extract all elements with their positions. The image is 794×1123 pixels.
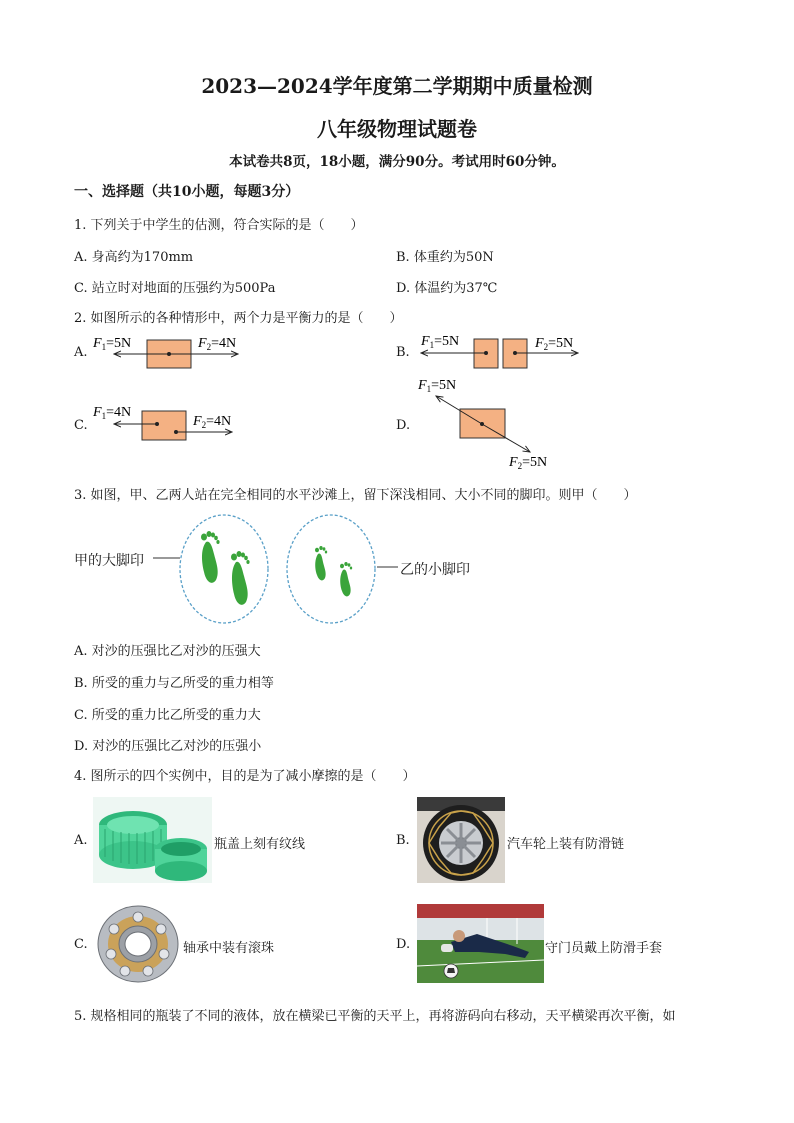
svg-text:F1=4N	[92, 405, 131, 421]
question-5-stem: 5. 规格相同的瓶装了不同的液体，放在横梁已平衡的天平上，再将游码向右移动，天平横梁再次平衡，如	[74, 1009, 676, 1024]
force-label-f2-d: F	[509, 455, 518, 470]
small-footprint-circle	[287, 515, 375, 623]
force-value-c2: =4N	[206, 414, 232, 429]
q1-option-c: C. 站立时对地面的压强约为500Pa	[74, 281, 276, 296]
force-label-f1-a: F	[93, 336, 102, 351]
q2-force-diagrams	[0, 0, 794, 480]
q2-diagram-d	[417, 378, 547, 471]
ball-bearing-image	[92, 898, 182, 986]
force-sub-2-d: 2	[517, 461, 523, 471]
footprint-label-small: 乙的小脚印	[400, 562, 470, 578]
q3-option-d: D. 对沙的压强比乙对沙的压强小	[74, 739, 262, 754]
svg-text:F1=5N	[420, 334, 459, 350]
section-heading: 一、选择题（共10小题，每题3分）	[74, 184, 300, 200]
question-3-stem: 3. 如图，甲、乙两人站在完全相同的水平沙滩上，留下深浅相同、大小不同的脚印。则甲（ ）	[74, 488, 637, 503]
q2-option-a: A.	[74, 345, 88, 360]
q2-diagram-a	[92, 336, 238, 368]
q1-option-d: D. 体温约为37℃	[396, 281, 498, 296]
q2-option-d: D.	[396, 418, 411, 433]
force-label-f1-b: F	[421, 334, 430, 349]
svg-text:F1=5N	[417, 378, 456, 394]
force-sub-2-c: 2	[201, 420, 207, 430]
force-value-a2: =4N	[211, 336, 237, 351]
q4-option-c-letter: C.	[74, 937, 88, 952]
big-footprint-circle	[180, 515, 268, 623]
q1-option-a: A. 身高约为170mm	[74, 250, 194, 265]
force-value-a1: =5N	[106, 336, 132, 351]
q4-option-b-letter: B.	[396, 833, 410, 848]
exam-subtitle: 八年级物理试题卷	[317, 117, 477, 141]
q3-option-a: A. 对沙的压强比乙对沙的压强大	[74, 644, 261, 659]
q4-option-d-text: 守门员戴上防滑手套	[545, 941, 663, 956]
q3-option-b: B. 所受的重力与乙所受的重力相等	[74, 676, 274, 691]
q4-option-b-text: 汽车轮上装有防滑链	[507, 837, 625, 852]
q2-option-c: C.	[74, 418, 88, 433]
q4-option-a-text: 瓶盖上刻有纹线	[214, 837, 306, 852]
goalkeeper-image	[417, 904, 544, 983]
question-2-stem: 2. 如图所示的各种情形中，两个力是平衡力的是（ ）	[74, 311, 403, 326]
svg-text:F2=4N	[192, 414, 231, 430]
force-label-f1-c: F	[93, 405, 102, 420]
small-footprint-icon	[315, 546, 352, 596]
force-label-f1-d: F	[418, 378, 427, 393]
q2-diagram-b	[420, 334, 578, 368]
force-value-d1: =5N	[431, 378, 457, 393]
svg-text:F2=5N	[508, 455, 547, 471]
tire-chain-image	[417, 797, 505, 883]
q2-diagram-c	[92, 405, 232, 440]
footprints-figure	[140, 512, 400, 630]
force-sub-2-a: 2	[206, 342, 212, 352]
question-1-stem: 1. 下列关于中学生的估测，符合实际的是（ ）	[74, 218, 364, 233]
force-label-f2-b: F	[535, 336, 544, 351]
footprint-label-big: 甲的大脚印	[74, 553, 144, 569]
force-sub-1-c: 1	[101, 411, 107, 421]
svg-text:F1=5N	[92, 336, 131, 352]
force-sub-1-d: 1	[426, 384, 432, 394]
question-4-stem: 4. 图所示的四个实例中，目的是为了减小摩擦的是（ ）	[74, 769, 416, 784]
q4-option-a-letter: A.	[74, 833, 88, 848]
force-value-b2: =5N	[548, 336, 574, 351]
q3-option-c: C. 所受的重力比乙所受的重力大	[74, 708, 261, 723]
q4-option-d-letter: D.	[396, 937, 411, 952]
exam-info: 本试卷共8页，18小题，满分90分。考试用时60分钟。	[229, 154, 565, 170]
q2-option-b: B.	[396, 345, 410, 360]
force-value-b1: =5N	[434, 334, 460, 349]
svg-text:F2=5N	[534, 336, 573, 352]
force-sub-1-a: 1	[101, 342, 107, 352]
force-sub-2-b: 2	[543, 342, 549, 352]
force-value-d2: =5N	[522, 455, 548, 470]
q4-option-c-text: 轴承中装有滚珠	[183, 941, 275, 956]
force-value-c1: =4N	[106, 405, 132, 420]
force-label-f2-a: F	[198, 336, 207, 351]
force-sub-1-b: 1	[429, 340, 435, 350]
bottle-cap-image	[93, 797, 212, 883]
svg-text:F2=4N	[197, 336, 236, 352]
force-label-f2-c: F	[193, 414, 202, 429]
big-footprint-icon	[201, 531, 250, 605]
q1-option-b: B. 体重约为50N	[396, 250, 494, 265]
exam-title: 2023—2024学年度第二学期期中质量检测	[201, 74, 593, 98]
